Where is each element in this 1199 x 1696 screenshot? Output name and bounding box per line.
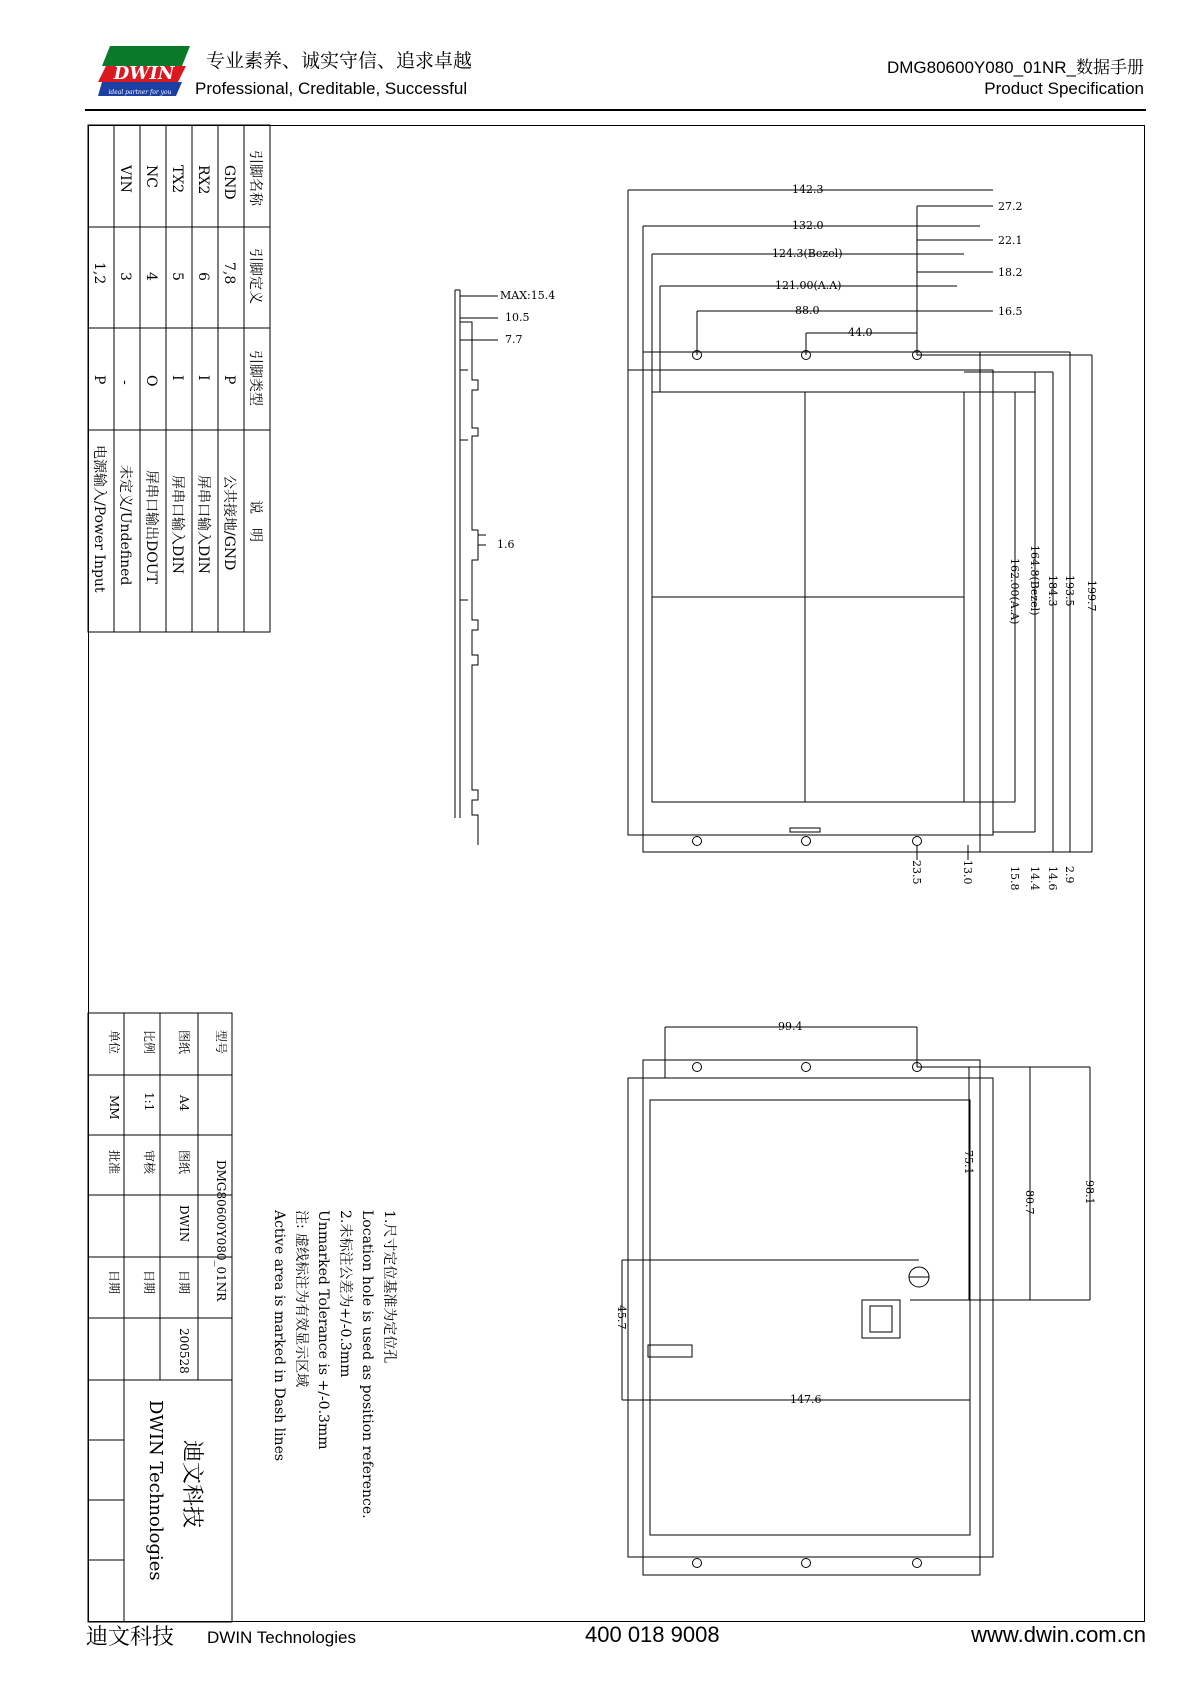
pin-header-def: 引脚定义 [247,248,263,304]
dim-side-1-6: 1.6 [497,538,515,551]
dim-side-7-7: 7.7 [505,333,523,346]
pin-row2-desc: 屏串口输入DIN [195,475,211,575]
tb-drawn-label: 图纸 [177,1150,191,1175]
pin-row2-type: I [195,375,211,381]
pin-row2-def: 6 [195,272,211,281]
dim-147-6: 147.6 [790,1393,822,1406]
tb-date: 200528 [177,1328,191,1374]
dim-18-2: 18.2 [998,266,1023,279]
note-2-cn: 2.未标注公差为+/-0.3mm [337,1210,353,1378]
dim-22-1: 22.1 [998,234,1023,247]
dim-88-0: 88.0 [795,304,820,317]
back-view [622,1027,1090,1575]
dim-side-max: MAX:15.4 [500,289,556,302]
pin-row1-type: P [221,375,237,385]
dim-14-4: 14.4 [1028,866,1041,891]
model-title: DMG80600Y080_01NR_数据手册 [886,58,1144,77]
pin-row5-desc: 未定义/Undefined [117,465,133,586]
tb-label-model: 型号 [214,1030,228,1055]
side-view [455,290,498,845]
notes [271,1209,398,1519]
footer-url[interactable]: www.dwin.com.cn [971,1622,1146,1647]
note-1-en: Location hole is used as position reference. [359,1210,375,1519]
pin-row6-desc: 电源输入/Power Input [91,445,107,593]
tb-date-label-3: 日期 [107,1270,121,1295]
front-view-dims [772,183,1098,891]
dim-15-8: 15.8 [1008,866,1021,891]
tb-scale: 1:1 [142,1092,156,1112]
note-3-cn: 注: 虚线标注为有效显示区域 [293,1210,309,1388]
note-1-cn: 1.尺寸定位基准为定位孔 [381,1210,397,1364]
tb-model: DMG80600Y080_01NR [214,1160,228,1302]
footer-phone: 400 018 9008 [585,1622,720,1647]
dim-side-10-5: 10.5 [505,311,530,324]
dim-124-3: 124.3(Bezel) [772,247,843,260]
dim-162-00: 162.00(A.A) [1008,558,1021,625]
pin-header-type: 引脚类型 [247,350,263,406]
pin-row1-name: GND [221,165,237,200]
pin-row4-name: NC [143,165,159,188]
footer-company-en: DWIN Technologies [207,1628,356,1647]
dim-121-00: 121.00(A.A) [775,279,842,292]
pin-row6-def: 1,2 [91,262,107,285]
tb-date-label-1: 日期 [177,1270,191,1295]
pin-header-name: 引脚名称 [247,150,263,206]
pin-row6-type: P [91,375,107,385]
tb-company-cn: 迪文科技 [179,1440,204,1529]
title-block-company [145,1400,204,1581]
pin-row2-name: RX2 [195,165,211,195]
logo-text: DWIN [113,63,175,84]
pin-row4-def: 4 [143,272,159,281]
dim-23-5: 23.5 [910,860,923,885]
dim-2-9: 2.9 [1063,866,1076,884]
pin-row3-name: TX2 [169,165,185,194]
pin-row4-desc: 屏串口输出DOUT [143,470,159,584]
slogan-en: Professional, Creditable, Successful [195,79,468,98]
tb-label-scale: 比例 [142,1030,156,1055]
dim-13-0: 13.0 [961,860,974,885]
logo-tagline: ideal partner for you [108,89,172,96]
tb-label-paper: 图纸 [177,1030,191,1055]
dim-99-4: 99.4 [778,1020,803,1033]
dim-132-0: 132.0 [792,219,824,232]
dim-45-7: 45.7 [615,1305,628,1330]
dim-199-7: 199.7 [1085,580,1098,612]
tb-review-label: 审核 [142,1150,156,1175]
dim-98-1: 98.1 [1083,1180,1096,1205]
note-3-en: Active area is marked in Dash lines [271,1210,287,1462]
note-2-en: Unmarked Tolerance is +/-0.3mm [315,1210,331,1450]
slogan-cn: 专业素养、诚实守信、追求卓越 [206,50,473,72]
title-block-text [107,1030,229,1374]
tb-drawn-by: DWIN [177,1205,191,1243]
pin-row4-type: O [143,375,159,387]
front-view [628,190,1092,860]
pin-row3-type: I [169,375,185,381]
dim-164-8: 164.8(Bezel) [1028,545,1041,616]
pin-row5-name: VIN [117,165,133,193]
tb-company-en: DWIN Technologies [145,1400,166,1581]
dim-27-2: 27.2 [998,200,1023,213]
tb-label-unit: 单位 [107,1030,121,1055]
pin-row1-def: 7,8 [221,262,237,285]
dim-193-5: 193.5 [1063,575,1076,607]
spec-title: Product Specification [984,79,1144,98]
tb-unit: MM [107,1095,121,1120]
dim-142-3: 142.3 [792,183,824,196]
pin-row1-desc: 公共接地/GND [221,475,237,571]
tb-date-label-2: 日期 [142,1270,156,1295]
dim-16-5: 16.5 [998,305,1023,318]
tb-approve-label: 批准 [107,1150,121,1175]
side-view-dims [497,289,555,551]
pin-header-desc: 说 明 [247,500,263,542]
pin-row3-desc: 屏串口输入DIN [169,475,185,575]
pin-row5-def: 3 [117,272,133,281]
dim-14-6: 14.6 [1046,866,1059,891]
dim-184-3: 184.3 [1046,575,1059,607]
pin-table-text [91,150,264,593]
dim-80-7: 80.7 [1023,1190,1036,1215]
dim-75-1: 75.1 [962,1150,975,1175]
pin-row5-type: - [117,380,133,385]
pin-row3-def: 5 [169,272,185,281]
dim-44-0: 44.0 [848,326,873,339]
tb-paper: A4 [177,1095,191,1112]
footer-company-cn: 迪文科技 [86,1625,175,1650]
